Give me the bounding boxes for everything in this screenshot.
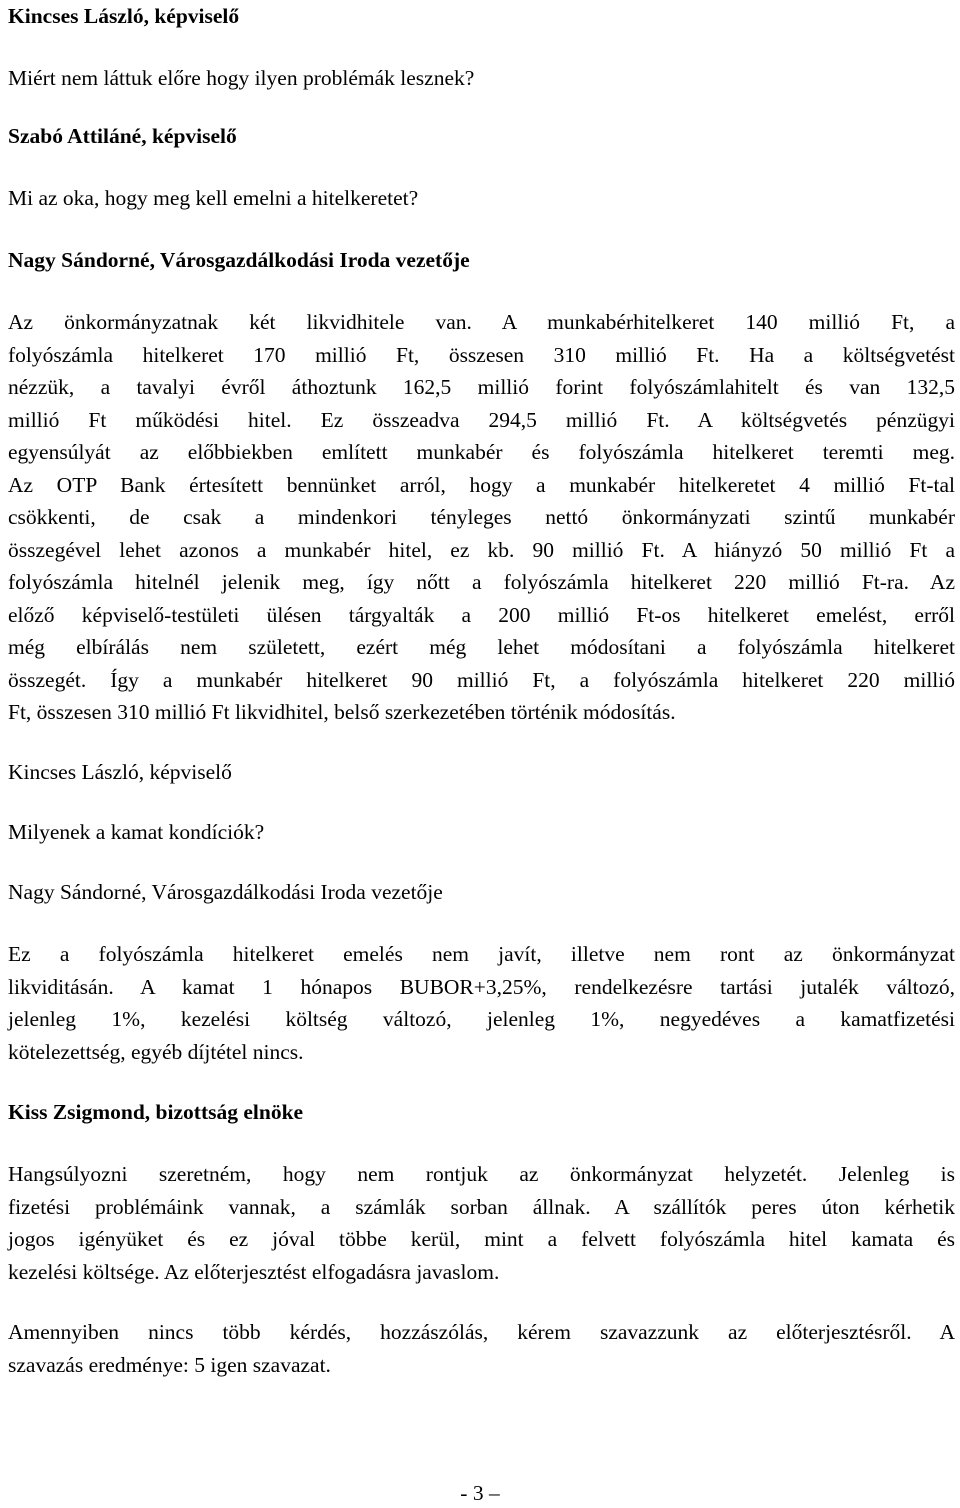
text-line: millió Ft működési hitel. Ez összeadva 294,5 millió Ft. A költségvetés pénzügyi — [8, 407, 955, 432]
speaker-heading — [8, 120, 955, 153]
text-line: kezelési költsége. Az előterjesztést elfogadásra javaslom. — [8, 1259, 500, 1284]
text-line: még elbírálás nem született, ezért még lehet módosítani a folyószámla hitelkeret — [8, 635, 955, 659]
text-line: Miért nem láttuk előre hogy ilyen problémák lesznek? — [8, 66, 475, 90]
text-line: likviditásán. A kamat 1 hónapos BUBOR+3,25%, rendelkezésre tartási jutalék változó, — [8, 974, 955, 999]
text-line: nézzük, a tavalyi évről áthoztunk 162,5 millió forint folyószámlahitelt és van 132,5 — [8, 375, 955, 399]
text-line: összegét. Így a munkabér hitelkeret 90 millió Ft, a folyószámla hitelkeret 220 millió — [8, 667, 955, 692]
text-line: Milyenek a kamat kondíciók? — [8, 820, 265, 844]
speaker-name: Nagy Sándorné, Városgazdálkodási Iroda vezetője — [8, 880, 443, 904]
paragraph — [8, 938, 955, 1068]
text-line: Az OTP Bank értesített bennünket arról, hogy a munkabér hitelkeretet 4 millió Ft-tal — [8, 472, 955, 497]
text-line: szavazás eredménye: 5 igen szavazat. — [8, 1352, 331, 1377]
paragraph — [8, 62, 955, 95]
paragraph — [8, 182, 955, 215]
text-line: fizetési problémáink vannak, a számlák sorban állnak. A szállítók peres úton kérhetik — [8, 1194, 955, 1219]
text-line: előző képviselő-testületi ülésen tárgyalták a 200 millió Ft-os hitelkeret emelést, erről — [8, 602, 955, 627]
speaker-heading — [8, 756, 955, 789]
speaker-name: Kincses László, képviselő — [8, 4, 240, 28]
paragraph — [8, 306, 955, 729]
text-line: Ft, összesen 310 millió Ft likvidhitel, belső szerkezetében történik módosítás. — [8, 700, 676, 724]
text-line: jogos igényüket és ez jóval többe kerül, mint a felvett folyószámla hitel kamata és — [8, 1227, 955, 1251]
text-line: egyensúlyát az előbbiekben említett munkabér és folyószámla hitelkeret teremti meg. — [8, 440, 955, 464]
text-line: csökkenti, de csak a mindenkori tényleges nettó önkormányzati szintű munkabér — [8, 505, 955, 529]
speaker-name: Szabó Attiláné, képviselő — [8, 124, 237, 148]
paragraph — [8, 1158, 955, 1288]
speaker-heading — [8, 876, 955, 909]
text-line: összegével lehet azonos a munkabér hitel, ez kb. 90 millió Ft. A hiányzó 50 millió Ft a — [8, 537, 955, 562]
text-line: jelenleg 1%, kezelési költség változó, jelenleg 1%, negyedéves a kamatfizetési — [8, 1007, 955, 1031]
speaker-name: Kincses László, képviselő — [8, 760, 232, 784]
paragraph — [8, 1316, 955, 1381]
page-number: - 3 – — [460, 1481, 500, 1505]
speaker-heading — [8, 1096, 955, 1129]
text-line: kötelezettség, egyéb díjtétel nincs. — [8, 1039, 304, 1064]
text-line: Ez a folyószámla hitelkeret emelés nem javít, illetve nem ront az önkormányzat — [8, 942, 955, 966]
text-line: Az önkormányzatnak két likvidhitele van. A munkabérhitelkeret 140 millió Ft, a — [8, 310, 955, 334]
text-line: folyószámla hitelnél jelenik meg, így nőtt a folyószámla hitelkeret 220 millió Ft-ra. Az — [8, 570, 955, 594]
paragraph — [8, 816, 955, 849]
speaker-name: Nagy Sándorné, Városgazdálkodási Iroda vezetője — [8, 248, 470, 272]
speaker-name: Kiss Zsigmond, bizottság elnöke — [8, 1100, 304, 1124]
text-line: folyószámla hitelkeret 170 millió Ft, összesen 310 millió Ft. Ha a költségvetést — [8, 342, 955, 367]
text-line: Amennyiben nincs több kérdés, hozzászólás, kérem szavazzunk az előterjesztésről. A — [8, 1320, 955, 1344]
speaker-heading — [8, 244, 955, 277]
text-line: Mi az oka, hogy meg kell emelni a hitelkeretet? — [8, 186, 419, 210]
speaker-heading — [8, 0, 955, 33]
text-line: Hangsúlyozni szeretném, hogy nem rontjuk az önkormányzat helyzetét. Jelenleg is — [8, 1162, 955, 1186]
